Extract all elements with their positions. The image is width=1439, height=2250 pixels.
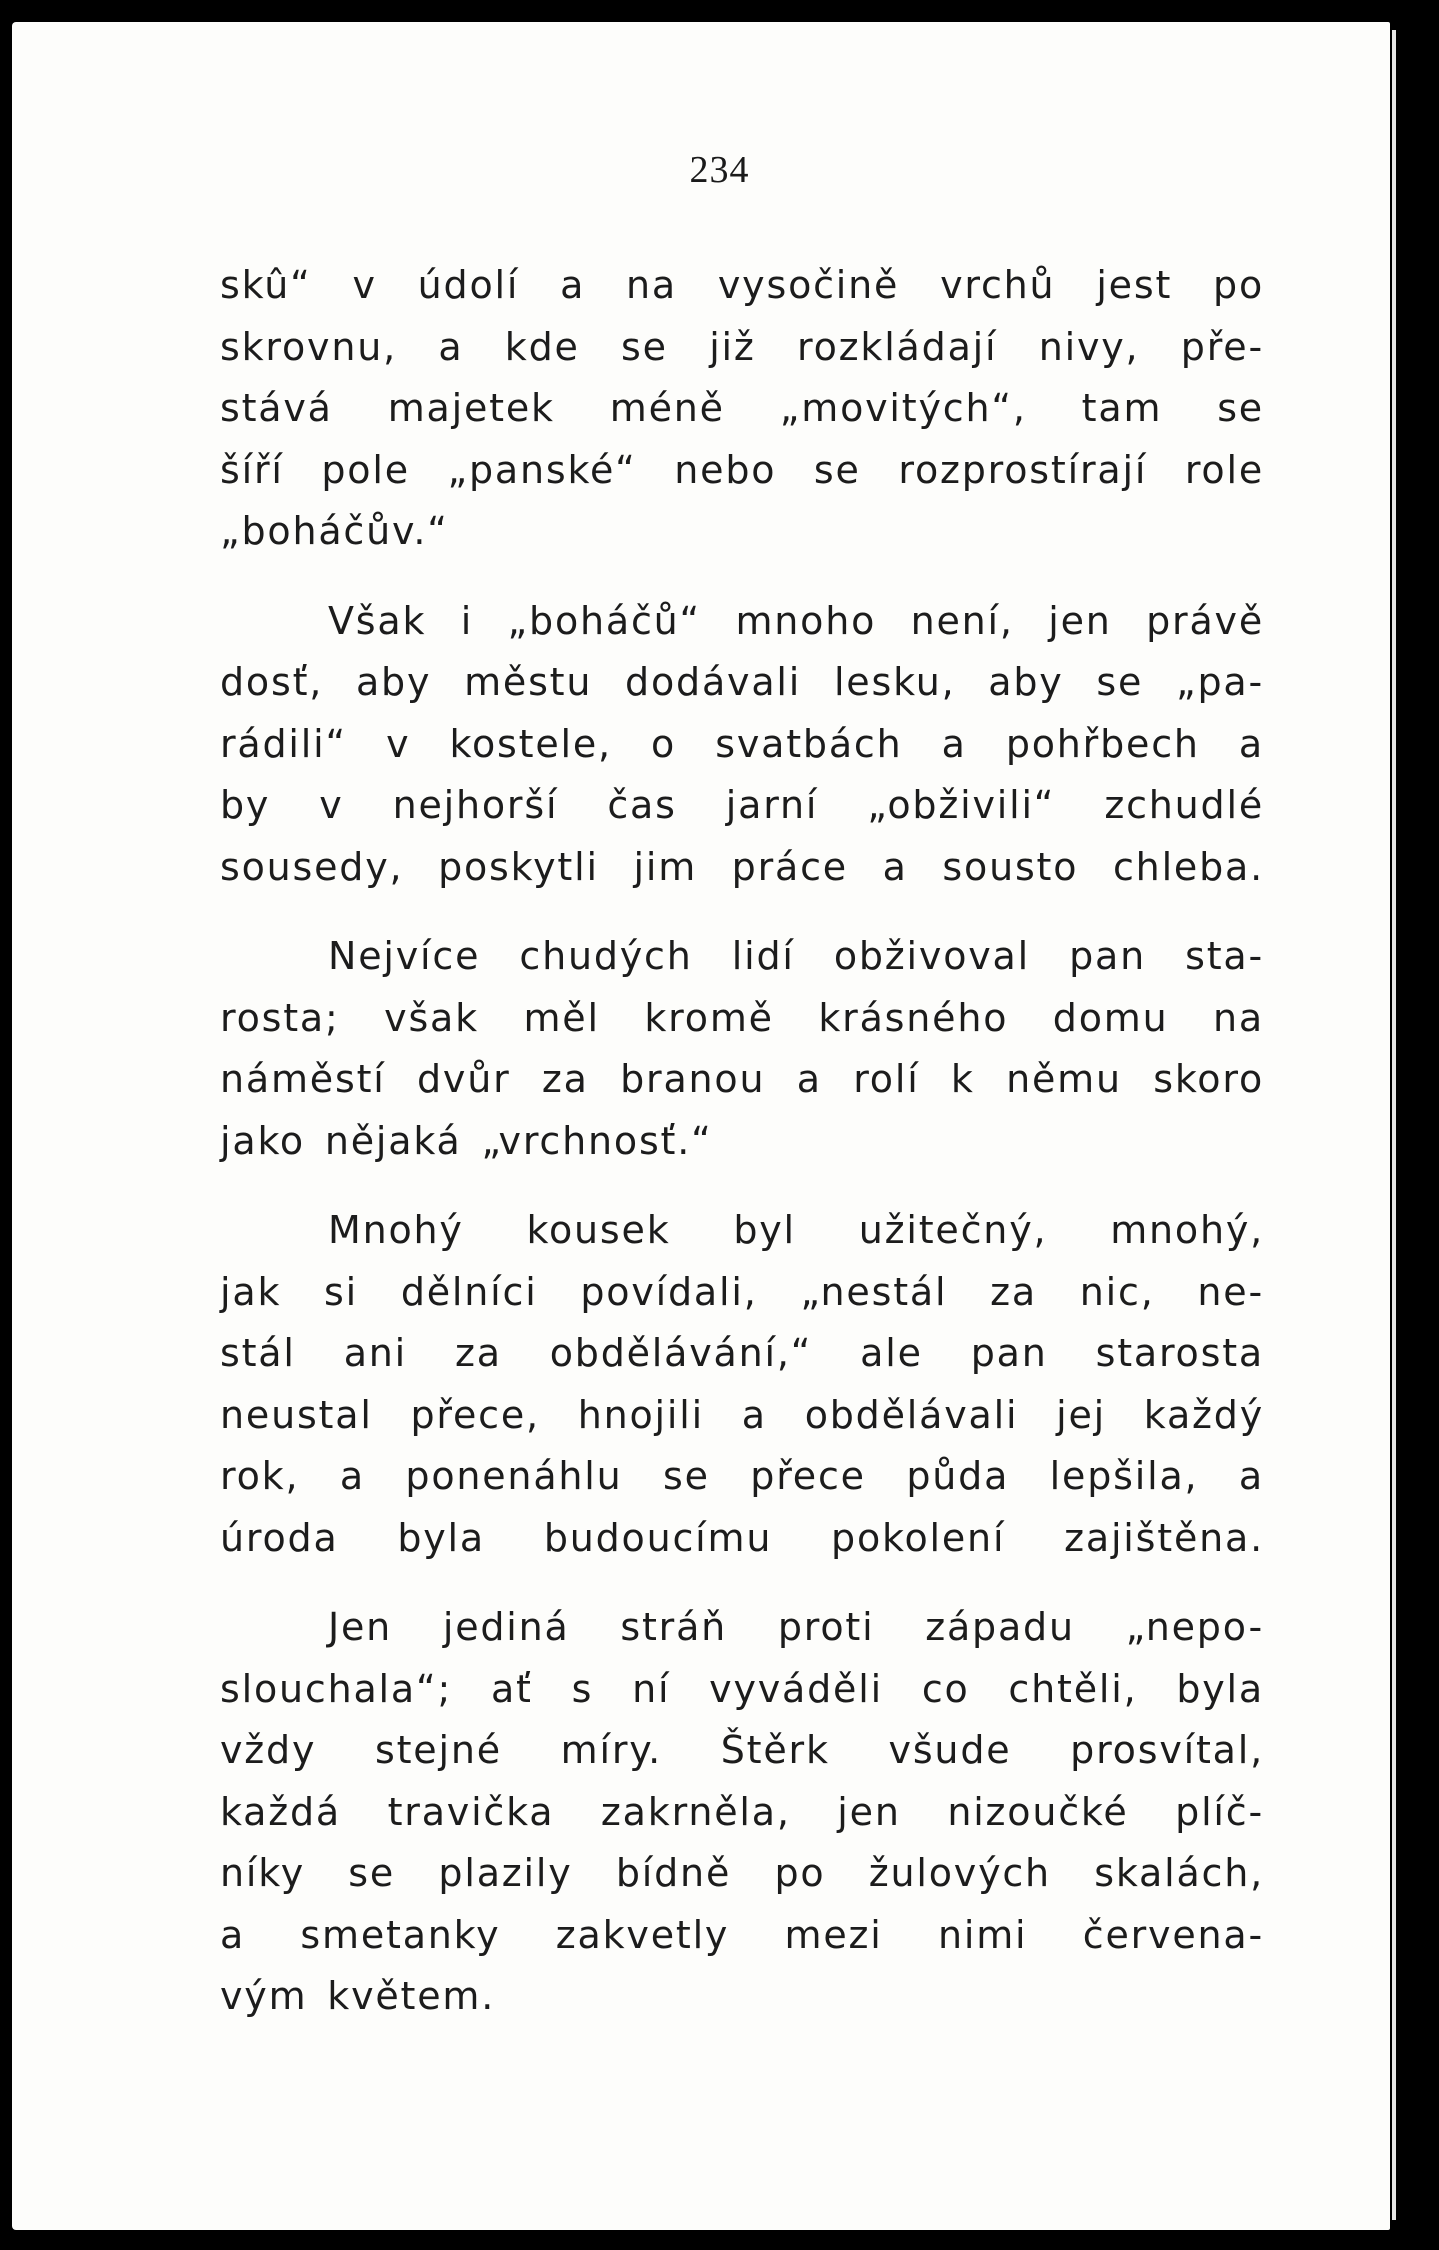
text-line: by v nejhorší čas jarní „obživili“ zchudlé [220,783,1264,827]
text-line: vým květem. [220,1974,496,2018]
text-line: vždy stejné míry. Štěrk všude prosvítal, [220,1728,1264,1772]
text-line: sousedy, poskytli jim práce a sousto chleba. [220,844,1264,889]
text-line: níky se plazily bídně po žulových skalách, [220,1851,1264,1895]
page-edge [1392,30,1396,2220]
text-line: rok, a ponenáhlu se přece půda lepšila, a [220,1454,1264,1498]
text-line: náměstí dvůr za branou a rolí k němu skoro [220,1057,1264,1101]
text-line: rosta; však měl kromě krásného domu na [220,995,1264,1040]
text-line: Však i „boháčů“ mnoho není, jen právě [328,598,1264,643]
text-line: Jen jediná stráň proti západu „nepo- [328,1605,1264,1649]
text-line: Mnohý kousek byl užitečný, mnohý, [328,1208,1264,1252]
body-text [220,255,1264,2028]
text-line: jako nějaká „vrchnosť.“ [220,1118,713,1163]
text-line: stává majetek méně „movitých“, tam se [220,386,1264,430]
text-line: Nejvíce chudých lidí obživoval pan sta- [328,934,1264,978]
text-line: dosť, aby městu dodávali lesku, aby se „pa- [220,660,1264,704]
text-line: „boháčův.“ [220,509,449,553]
text-line: úroda byla budoucímu pokolení zajištěna. [220,1515,1264,1560]
text-line: každá travička zakrněla, jen nizoučké plíč- [220,1789,1264,1834]
text-line: slouchala“; ať s ní vyváděli co chtěli, byla [220,1666,1264,1711]
text-line: šíří pole „panské“ nebo se rozprostírají role [220,447,1264,492]
text-line: jak si dělníci povídali, „nestál za nic, ne- [220,1269,1264,1314]
text-line: neustal přece, hnojili a obdělávali jej každý [220,1392,1264,1437]
page-number: 234 [689,149,750,191]
text-line: skû“ v údolí a na vysočině vrchů jest po [220,263,1264,307]
text-line: stál ani za obdělávání,“ ale pan starosta [220,1331,1264,1375]
text-line: skrovnu, a kde se již rozkládají nivy, pře- [220,324,1264,369]
text-line: rádili“ v kostele, o svatbách a pohřbech a [220,721,1264,766]
text-line: a smetanky zakvetly mezi nimi červena- [220,1912,1264,1957]
